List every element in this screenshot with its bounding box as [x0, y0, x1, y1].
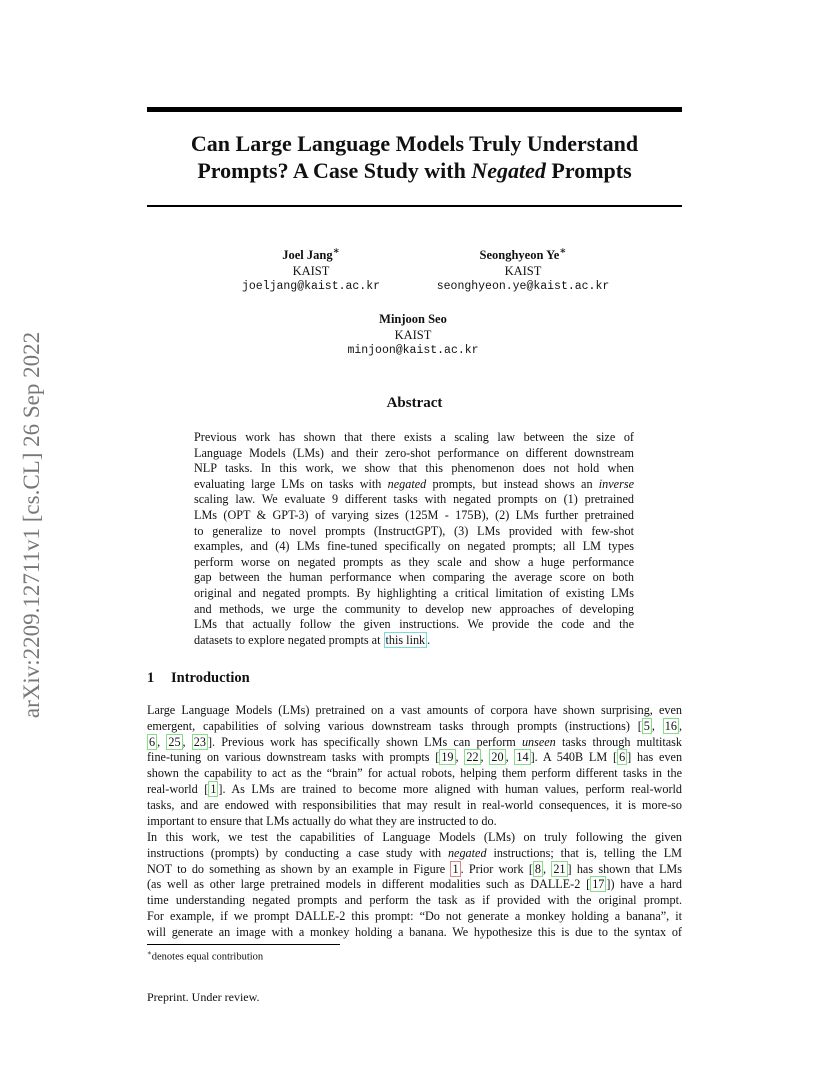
text: fine-tuning on various downstream tasks with prompts [ — [147, 750, 440, 765]
footnote — [147, 949, 263, 963]
title-line-2 — [147, 157, 682, 184]
abstract-line: LMs that actually follow the given instructions. We provide the code and the — [194, 617, 634, 632]
citation-link[interactable]: 6 — [619, 750, 626, 765]
abstract-line: scaling law. We evaluate 9 different tasks with negated prompts on (1) pretrained — [194, 492, 634, 507]
abstract-body — [194, 430, 634, 648]
author-block — [298, 312, 528, 359]
citation-link[interactable]: 25 — [168, 734, 181, 749]
text: (as well as other large pretrained models in different modalities such as DALLE-2 [ — [147, 877, 591, 892]
abstract-heading: Abstract — [386, 395, 443, 411]
text: prompts, but instead shows an — [426, 476, 599, 491]
title-bottom-rule — [147, 205, 682, 207]
emphasis: negated — [447, 845, 487, 860]
text: . — [427, 632, 431, 647]
text: ]. As LMs are trained to become more aligned with human values, perform real-world — [218, 781, 682, 796]
text-line: 6 , 25 , 23 ]. Previous work has specifically shown LMs can perform unseen tasks through multitask — [149, 734, 683, 749]
text-line: shown the capability to act as the “brain” for actual robots, helping them perform different tasks in the — [147, 766, 682, 781]
intro-paragraph-2 — [147, 830, 682, 941]
preprint-notice: Preprint. Under review. — [147, 990, 260, 1004]
text: ] has even — [627, 750, 683, 765]
text: tasks through multitask — [555, 734, 683, 749]
text-line: will generate an image with a monkey holding a banana. We hypothesize this is due to the syntax of — [147, 924, 682, 939]
citation-link[interactable]: 20 — [491, 750, 504, 765]
text: ]. Previous work has specifically shown LMs can perform — [207, 734, 522, 749]
text-line: For example, if we prompt DALLE-2 this prompt: “Do not generate a monkey holding a banana”, it — [147, 908, 682, 923]
title-text: Prompts — [545, 158, 632, 183]
text: . Prior work [ — [460, 861, 533, 876]
text: ]. A 540B LM [ — [530, 750, 618, 765]
abstract-line: to generalize to novel prompts (InstructGPT), (3) LMs provided with few-shot — [194, 523, 634, 538]
author-email: seonghyeon.ye@kaist.ac.kr — [436, 280, 610, 294]
text: evaluating large LMs on tasks with — [194, 476, 388, 491]
abstract-line — [194, 633, 634, 649]
section-title: Introduction — [171, 670, 250, 686]
text-line — [147, 782, 682, 798]
abstract-line: perform worse on negated prompts as they scale and show a huge performance — [194, 554, 634, 569]
citation-link[interactable]: 6 — [149, 734, 156, 749]
figure-link[interactable]: 1 — [452, 861, 459, 876]
text-line: Large Language Models (LMs) pretrained on a vast amounts of corpora have shown surprising, even — [147, 703, 682, 717]
text: instructions; that is, telling the LM — [486, 845, 682, 860]
paper-title — [147, 130, 682, 184]
code-link[interactable]: this link — [385, 632, 426, 647]
text: emergent, capabilities of solving various downstream tasks through prompts (instructions) [ — [147, 718, 642, 733]
text-line: important to ensure that LMs actually do what they are instructed to do. — [147, 813, 497, 828]
section-number: 1 — [147, 670, 155, 686]
abstract-line — [194, 477, 634, 493]
footnote-text: denotes equal contribution — [151, 951, 264, 963]
text-line — [147, 846, 682, 862]
footnote-rule — [147, 944, 340, 945]
author-affiliation: KAIST — [394, 327, 432, 342]
author-block — [408, 244, 638, 295]
emphasis: negated — [387, 476, 427, 491]
emphasis: unseen — [521, 734, 556, 749]
text-line: tasks, and are endowed with responsibilities that may result in real-world consequences, it is more-so — [147, 797, 682, 812]
author-name-text: Joel Jang — [282, 248, 333, 263]
author-affiliation: KAIST — [292, 263, 330, 278]
title-text: Prompts? A Case Study with — [197, 158, 472, 183]
text: instructions (prompts) by conducting a case study with — [147, 845, 448, 860]
arxiv-id: arXiv:2209.12711v1 [cs.CL] 26 Sep 2022 — [19, 331, 44, 719]
abstract-line: original and negated prompts. By highlighting a critical limitation of existing LMs — [194, 585, 634, 600]
author-affiliation: KAIST — [504, 263, 542, 278]
author-name-text: Seonghyeon Ye — [479, 248, 560, 263]
author-name — [196, 244, 426, 264]
abstract-line: NLP tasks. In this work, we show that this phenomenon does not hold when — [194, 461, 634, 476]
intro-paragraph-1 — [147, 703, 682, 829]
emphasis: inverse — [598, 476, 634, 491]
abstract-line: Language Models (LMs) and their zero-shot performance on different downstream — [194, 445, 634, 460]
text: datasets to explore negated prompts at — [194, 632, 384, 647]
title-emphasis: Negated — [471, 158, 546, 183]
arxiv-sidebar-stamp — [9, 290, 55, 760]
author-email: joeljang@kaist.ac.kr — [241, 280, 381, 294]
citation-link[interactable]: 23 — [193, 734, 206, 749]
text-line: In this work, we test the capabilities of Language Models (LMs) on truly following the given — [147, 830, 682, 844]
citation-link[interactable]: 22 — [466, 750, 479, 765]
text-line: emergent, capabilities of solving various downstream tasks through prompts (instructions) [ 5 , 16 , — [147, 718, 682, 733]
abstract-line: LMs (OPT & GPT-3) of varying sizes (125M - 175B), (2) LMs further pretrained — [194, 507, 634, 522]
footnote-mark: ∗ — [147, 949, 152, 957]
equal-contribution-mark: ∗ — [559, 246, 567, 257]
citation-link[interactable]: 21 — [553, 861, 566, 876]
text: real-world [ — [147, 781, 209, 796]
citation-link[interactable]: 19 — [441, 750, 454, 765]
author-block — [196, 244, 426, 295]
citation-link[interactable]: 8 — [534, 861, 541, 876]
text: ] has shown that LMs — [567, 861, 683, 876]
citation-link[interactable]: 16 — [664, 718, 677, 733]
abstract-line: examples, and (4) LMs fine-tuned specifically on negated prompts; all LM types — [194, 539, 634, 554]
citation-link[interactable]: 5 — [643, 718, 650, 733]
citation-link[interactable]: 17 — [592, 877, 605, 892]
author-name — [408, 244, 638, 264]
section-heading — [147, 670, 250, 687]
abstract-line: and methods, we urge the community to develop new approaches of developing — [194, 601, 634, 616]
text-line: fine-tuning on various downstream tasks with prompts [ 19 , 22 , 20 , 14 ]. A 540B LM [ 6 ] has even — [147, 750, 683, 765]
text: NOT to do something as shown by an example in Figure — [147, 861, 451, 876]
text: ]) have a hard — [606, 877, 682, 892]
text-line — [147, 877, 682, 893]
citation-link[interactable]: 1 — [210, 781, 217, 796]
author-name: Minjoon Seo — [379, 312, 447, 326]
abstract-line: Previous work has shown that there exists a scaling law between the size of — [194, 430, 634, 444]
text-line: time understanding negated prompts and perform the task as if provided with the original prompt. — [147, 893, 682, 908]
text-line: NOT to do something as shown by an example in Figure 1 . Prior work [ 8 , 21 ] has shown that LMs — [147, 861, 683, 876]
title-line-1: Can Large Language Models Truly Understand — [190, 131, 639, 156]
author-email: minjoon@kaist.ac.kr — [347, 344, 479, 357]
citation-link[interactable]: 14 — [516, 750, 529, 765]
title-top-rule — [147, 107, 682, 112]
equal-contribution-mark: ∗ — [332, 246, 340, 257]
abstract-line: gap between the human performance when comparing the average score on both — [194, 570, 634, 585]
